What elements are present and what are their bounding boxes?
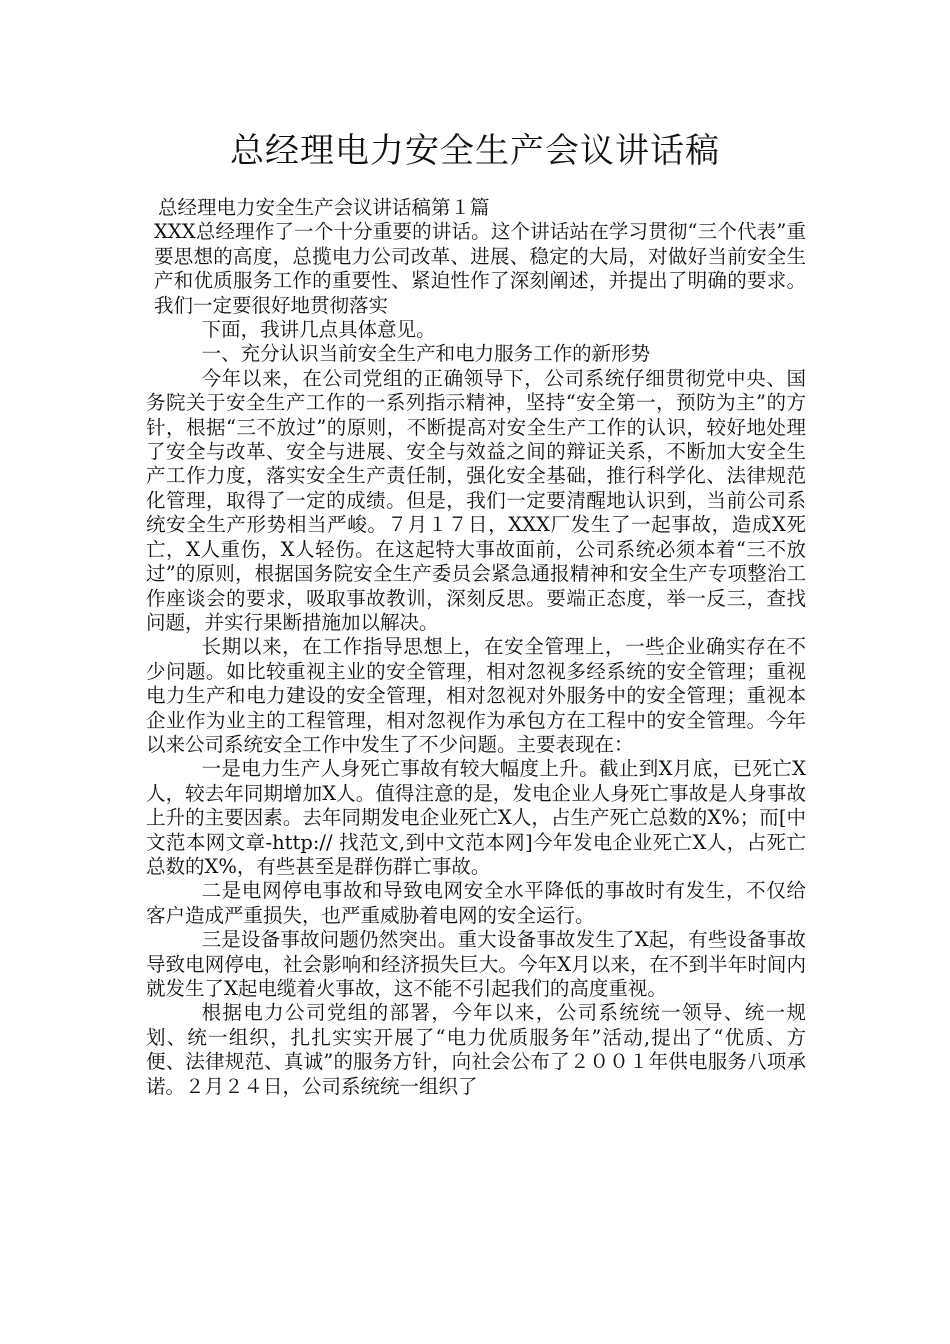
paragraph-outline: 下面，我讲几点具体意见。 xyxy=(201,318,436,342)
paragraph-point-3: 三是设备事故问题仍然突出。重大设备事故发生了X起，有些设备事故导致电网停电，社会影响和经济损失巨大。今年X月以来，在不到半年时间内就发生了X起电缆着火事故，这不能不引起我们的高度重视。 xyxy=(146,928,806,1000)
paragraph-service: 根据电力公司党组的部署，今年以来，公司系统统一领导、统一规划、统一组织，扎扎实实开展了“电力优质服务年”活动,提出了“优质、方便、法律规范、真诚”的服务方针，向社会公布了２００１年供电服务八项承诺。２月２４日，公司系统统一组织了 xyxy=(146,1001,806,1098)
paragraph-situation: 今年以来，在公司党组的正确领导下，公司系统仔细贯彻党中央、国务院关于安全生产工作的一系列指示精神，坚持“安全第一，预防为主”的方针，根据“三不放过”的原则，不断提高对安全生产工作的认识，较好地处理了安全与改革、安全与进展、安全与效益之间的辩证关系，不断加大安全生产工作力度，落实安全生产责任制，强化安全基础，推行科学化、法律规范化管理，取得了一定的成绩。但是，我们一定要清醒地认识到，当前公司系统安全生产形势相当严峻。７月１７日，XXX厂发生了一起事故，造成X死亡，X人重伤，X人轻伤。在这起特大事故面前，公司系统必须本着“三不放过”的原则，根据国务院安全生产委员会紧急通报精神和安全生产专项整治工作座谈会的要求，吸取事故教训，深刻反思。要端正态度，举一反三，查找问题，并实行果断措施加以解决。 xyxy=(146,366,806,634)
document-body xyxy=(146,196,806,1099)
paragraph-point-1: 一是电力生产人身死亡事故有较大幅度上升。截止到X月底，已死亡X人，较去年同期增加X人。值得注意的是，发电企业人身死亡事故是人身事故上升的主要因素。去年同期发电企业死亡X人，占生产死亡总数的X%；而[中文范本网文章-http:// 找范文,到中文范本网]今年发电企业死亡X人，占死亡总数的X%，有些甚至是群伤群亡事故。 xyxy=(146,757,806,878)
section-heading-1: 一、充分认识当前安全生产和电力服务工作的新形势 xyxy=(201,342,651,366)
paragraph-intro: XXX总经理作了一个十分重要的讲话。这个讲话站在学习贯彻“三个代表”重要思想的高度，总揽电力公司改革、进展、稳定的大局，对做好当前安全生产和优质服务工作的重要性、紧迫性作了深刻阐述，并提出了明确的要求。我们一定要很好地贯彻落实 xyxy=(154,220,806,317)
paragraph-problems: 长期以来，在工作指导思想上，在安全管理上，一些企业确实存在不少问题。如比较重视主业的安全管理，相对忽视多经系统的安全管理；重视电力生产和电力建设的安全管理，相对忽视对外服务中的安全管理；重视本企业作为业主的工程管理，相对忽视作为承包方在工程中的安全管理。今年以来公司系统安全工作中发生了不少问题。主要表现在： xyxy=(146,635,806,756)
paragraph-point-2: 二是电网停电事故和导致电网安全水平降低的事故时有发生，不仅给客户造成严重损失，也严重威胁着电网的安全运行。 xyxy=(146,879,806,927)
document-subtitle: 总经理电力安全生产会议讲话稿第１篇 xyxy=(158,196,490,219)
document-title: 总经理电力安全生产会议讲话稿 xyxy=(230,131,720,171)
